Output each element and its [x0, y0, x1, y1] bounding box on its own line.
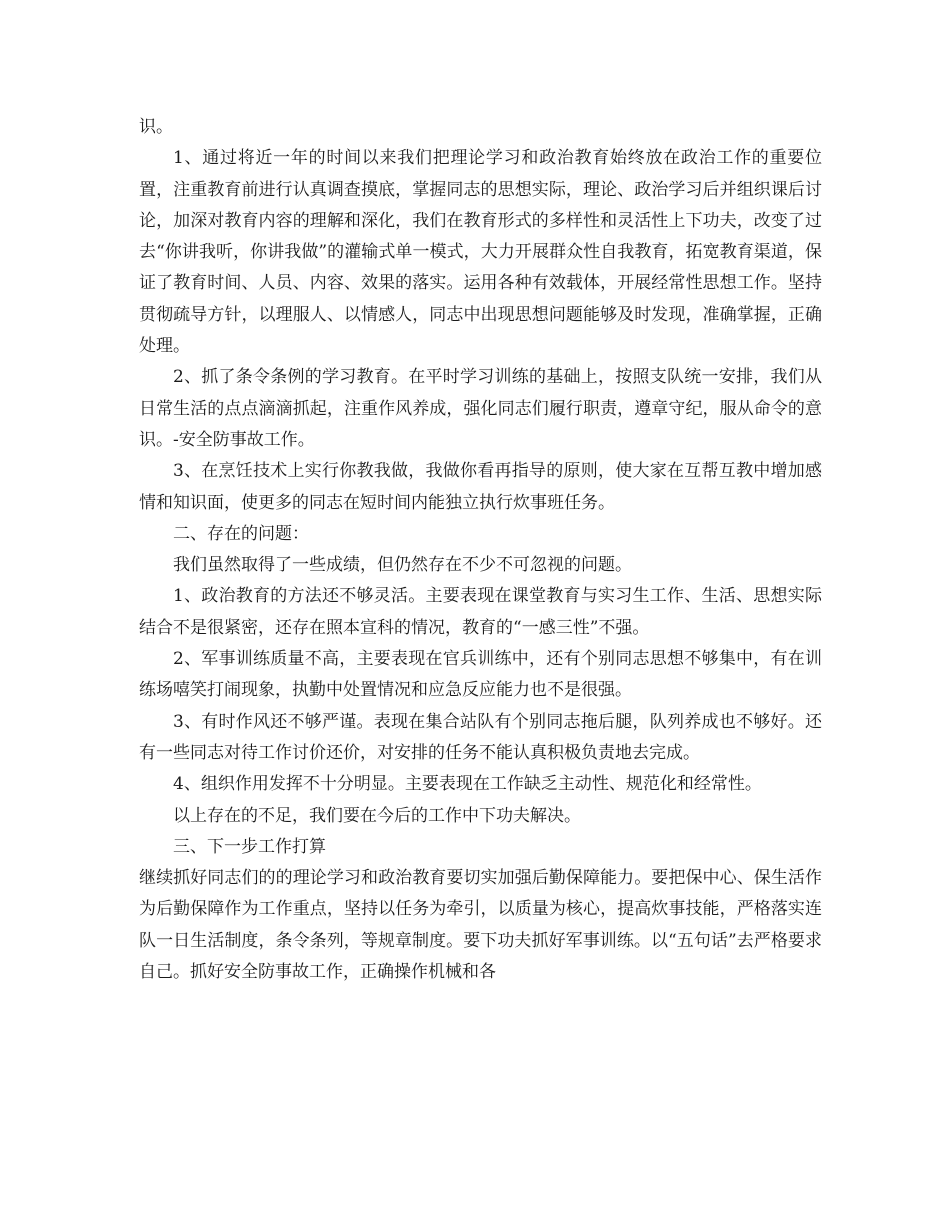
paragraph-continuation: 识。: [139, 117, 173, 137]
paragraph-problem-3: 3、有时作风还不够严谨。表现在集合站队有个别同志拖后腿，队列养成也不够好。还有一些同志对待工作讨价还价，对安排的任务不能认真积极负责地去完成。: [139, 711, 822, 763]
paragraph-item-2: 2、抓了条令条例的学习教育。在平时学习训练的基础上，按照支队统一安排，我们从日常生活的点点滴滴抓起，注重作风养成，强化同志们履行职责，遵章守纪，服从命令的意识。-安全防事故工作。: [139, 367, 822, 450]
paragraph-item-1: 1、通过将近一年的时间以来我们把理论学习和政治教育始终放在政治工作的重要位置，注重教育前进行认真调查摸底，掌握同志的思想实际，理论、政治学习后并组织课后讨论，加深对教育内容的理解和深化，我们在教育形式的多样性和灵活性上下功夫，改变了过去“你讲我听，你讲我做”的灌输式单一模式，大力开展群众性自我教育，拓宽教育渠道，保证了教育时间、人员、内容、效果的落实。运用各种有效载体，开展经常性思想工作。坚持贯彻疏导方针，以理服人、以情感人，同志中出现思想问题能够及时发现，准确掌握，正确处理。: [139, 148, 822, 357]
paragraph-problem-4: 4、组织作用发挥不十分明显。主要表现在工作缺乏主动性、规范化和经常性。: [173, 774, 762, 795]
paragraph-next-steps: 继续抓好同志们的的理论学习和政治教育要切实加强后勤保障能力。要把保中心、保生活作为后勤保障作为工作重点，坚持以任务为牵引，以质量为核心，提高炊事技能，严格落实连队一日生活制度，条令条列，等规章制度。要下功夫抓好军事训练。以“五句话”去严格要求自己。抓好安全防事故工作，正确操作机械和各: [139, 868, 822, 983]
paragraph-item-3: 3、在烹饪技术上实行你教我做，我做你看再指导的原则，使大家在互帮互教中增加感情和知识面，使更多的同志在短时间内能独立执行炊事班任务。: [139, 461, 822, 513]
section-heading-next-steps: 三、下一步工作打算: [173, 836, 326, 857]
paragraph-problem-2: 2、军事训练质量不高，主要表现在官兵训练中，还有个别同志思想不够集中，有在训练场嘻笑打闹现象，执勤中处置情况和应急反应能力也不是很强。: [139, 649, 822, 701]
paragraph-problems-intro: 我们虽然取得了一些成绩，但仍然存在不少不可忽视的问题。: [173, 555, 632, 576]
paragraph-problem-1: 1、政治教育的方法还不够灵活。主要表现在课堂教育与实习生工作、生活、思想实际结合不是很紧密，还存在照本宣科的情况，教育的“一感三性”不强。: [139, 586, 822, 638]
section-heading-problems: 二、存在的问题：: [173, 523, 309, 544]
document-body: [139, 112, 822, 988]
paragraph-problems-summary: 以上存在的不足，我们要在今后的工作中下功夫解决。: [173, 805, 581, 826]
